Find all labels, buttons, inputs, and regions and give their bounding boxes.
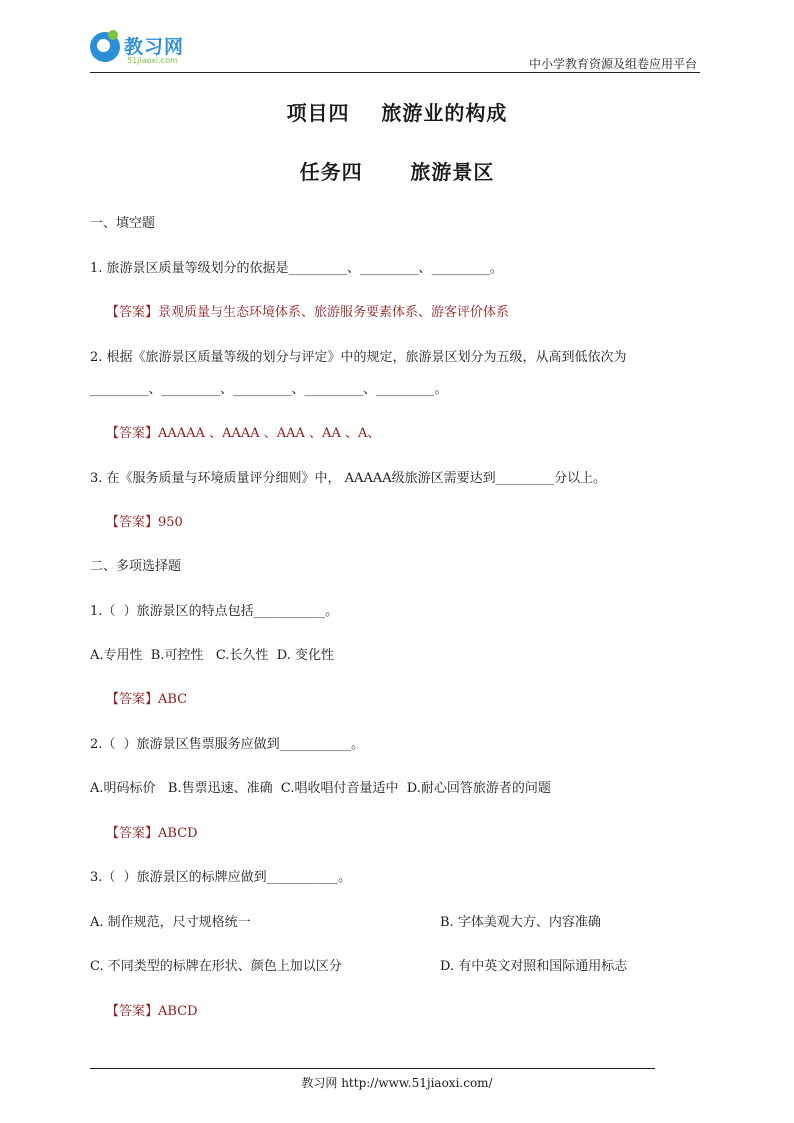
logo-subtext: 51jiaoxi.com [127, 56, 178, 65]
header-divider [90, 72, 700, 73]
question-1: 1. 旅游景区质量等级划分的依据是_________、_________、_________。 [90, 261, 504, 276]
question-2-line-1: 2. 根据《旅游景区质量等级的划分与评定》中的规定，旅游景区划分为五级，从高到低依次为 [90, 350, 627, 365]
answer-2: 【答案】AAAAA 、AAAA 、AAA 、AA 、A、 [106, 426, 381, 441]
mc-question-3: 3.（ ）旅游景区的标牌应做到___________。 [90, 870, 352, 885]
question-2-line-2: _________、_________、_________、_________、_________。 [90, 382, 448, 397]
mc-question-2: 2.（ ）旅游景区售票服务应做到___________。 [90, 737, 365, 752]
mc-question-3-option-c: C. 不同类型的标牌在形状、颜色上加以区分 [90, 959, 342, 974]
footer-divider [90, 1068, 655, 1069]
site-logo [90, 30, 210, 70]
mc-question-3-option-d: D. 有中英文对照和国际通用标志 [440, 959, 628, 974]
logo-text: 教习网 [124, 36, 185, 58]
mc-answer-3: 【答案】ABCD [106, 1004, 198, 1019]
section-heading-multiple-choice: 二、多项选择题 [90, 559, 182, 574]
answer-3: 【答案】950 [106, 515, 183, 530]
mc-question-1: 1.（ ）旅游景区的特点包括___________。 [90, 604, 339, 619]
mc-answer-1: 【答案】ABC [106, 692, 188, 707]
mc-question-1-options: A.专用性 B.可控性 C.长久性 D. 变化性 [90, 648, 334, 663]
mc-question-3-option-a: A. 制作规范，尺寸规格统一 [90, 915, 251, 930]
mc-answer-2: 【答案】ABCD [106, 826, 198, 841]
page-title: 项目四 旅游业的构成 [286, 101, 508, 125]
mc-question-3-option-b: B. 字体美观大方、内容准确 [440, 915, 601, 930]
logo-dot-icon [108, 30, 118, 40]
header-platform-text: 中小学教育资源及组卷应用平台 [528, 57, 697, 71]
answer-1: 【答案】景观质量与生态环境体系、旅游服务要素体系、游客评价体系 [106, 305, 510, 320]
page-subtitle: 任务四 旅游景区 [299, 160, 495, 184]
section-heading-fill-blank: 一、填空题 [90, 216, 156, 231]
footer-link[interactable]: 教习网 http://www.51jiaoxi.com/ [301, 1076, 493, 1090]
mc-question-2-options: A.明码标价 B.售票迅速、准确 C.唱收唱付音量适中 D.耐心回答旅游者的问题 [90, 781, 551, 796]
question-3: 3. 在《服务质量与环境质量评分细则》中， AAAAA级旅游区需要达到_________分以上。 [90, 471, 607, 486]
